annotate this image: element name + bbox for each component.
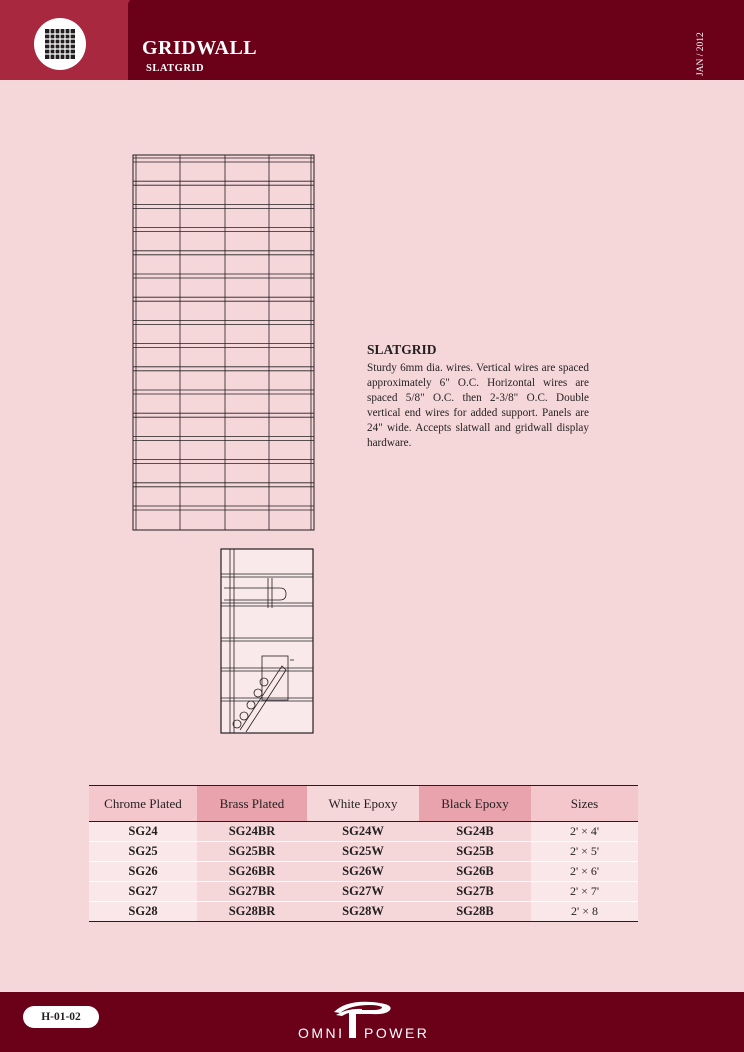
table-cell: 2' × 5' xyxy=(531,842,638,862)
table-row xyxy=(89,822,638,842)
table-cell: SG27 xyxy=(89,882,197,902)
column-header: Black Epoxy xyxy=(419,786,531,822)
page-title: GRIDWALL xyxy=(142,37,258,59)
table-cell: SG25BR xyxy=(197,842,307,862)
table-cell: SG25B xyxy=(419,842,531,862)
page-code-badge: H-01-02 xyxy=(23,1006,99,1028)
table-cell: SG27B xyxy=(419,882,531,902)
column-header: Brass Plated xyxy=(197,786,307,822)
product-spec-table xyxy=(89,785,638,922)
table-cell: SG24BR xyxy=(197,822,307,842)
table-cell: SG27BR xyxy=(197,882,307,902)
logo-badge xyxy=(34,18,86,70)
page-header xyxy=(0,0,744,80)
table-cell: SG27W xyxy=(307,882,419,902)
table-cell: 2' × 7' xyxy=(531,882,638,902)
omni-power-logo-icon xyxy=(296,998,448,1042)
table-row xyxy=(89,882,638,902)
slatgrid-panel-illustration xyxy=(132,154,316,537)
product-description xyxy=(367,342,589,451)
brand-right-text: POWER xyxy=(364,1025,430,1041)
table-header-row xyxy=(89,786,638,822)
header-tab-slant xyxy=(84,0,130,80)
table-cell: 2' × 8 xyxy=(531,902,638,922)
table-cell: 2' × 6' xyxy=(531,862,638,882)
table-row xyxy=(89,842,638,862)
table-cell: SG26BR xyxy=(197,862,307,882)
table-cell: SG28W xyxy=(307,902,419,922)
product-name: SLATGRID xyxy=(367,342,437,357)
page-subtitle: SLATGRID xyxy=(146,63,205,74)
brand-logo xyxy=(296,998,448,1047)
table-cell: SG24W xyxy=(307,822,419,842)
product-description-text: Sturdy 6mm dia. wires. Vertical wires are spaced approximately 6" O.C. Horizontal wires are spaced 5/8" O.C. then 2-3/8" O.C. Double vertical end wires for added support. Panels are 24" wide. Accepts slatwall and gridwall display hardware. xyxy=(367,362,589,449)
hardware-detail-drawing xyxy=(220,548,315,736)
table-cell: SG28BR xyxy=(197,902,307,922)
grid-icon xyxy=(45,29,75,59)
table-cell: SG24B xyxy=(419,822,531,842)
table-cell: SG24 xyxy=(89,822,197,842)
table-cell: 2' × 4' xyxy=(531,822,638,842)
column-header: White Epoxy xyxy=(307,786,419,822)
table-row xyxy=(89,902,638,922)
table-cell: SG25 xyxy=(89,842,197,862)
column-header: Sizes xyxy=(531,786,638,822)
table-cell: SG26B xyxy=(419,862,531,882)
table-cell: SG28 xyxy=(89,902,197,922)
slatgrid-panel-drawing xyxy=(132,154,316,532)
table-cell: SG25W xyxy=(307,842,419,862)
hardware-detail-illustration xyxy=(220,548,315,741)
column-header: Chrome Plated xyxy=(89,786,197,822)
table-cell: SG26 xyxy=(89,862,197,882)
table-cell: SG26W xyxy=(307,862,419,882)
issue-date: JAN / 2012 xyxy=(696,32,706,76)
brand-left-text: OMNI xyxy=(298,1025,345,1041)
table-cell: SG28B xyxy=(419,902,531,922)
table-row xyxy=(89,862,638,882)
